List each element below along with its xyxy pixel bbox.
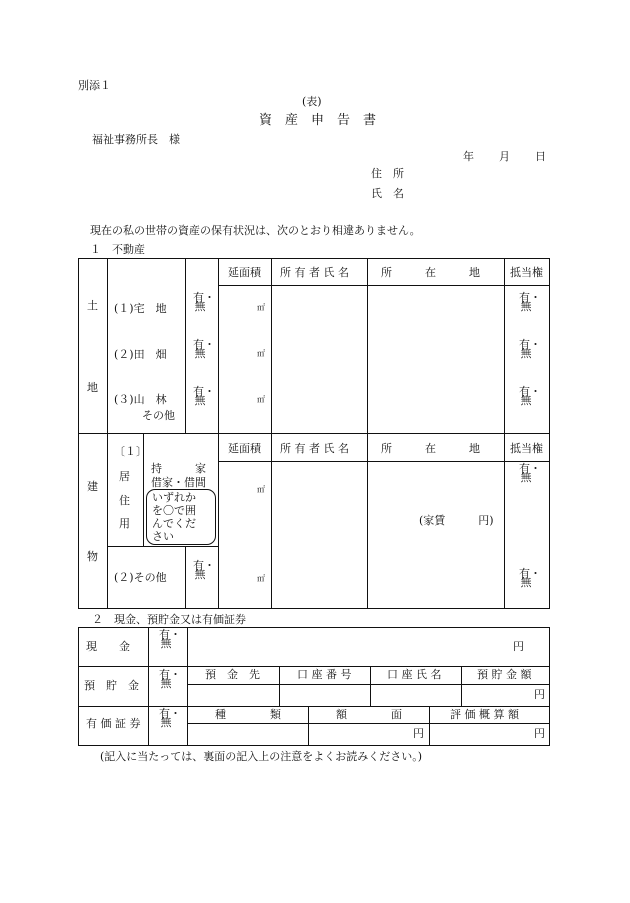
cash-label: 現 金	[86, 640, 130, 653]
land-residential-lien: 有・無	[519, 291, 541, 313]
securities-label: 有 価 証 券	[86, 717, 141, 730]
building-other-label: (２)その他	[114, 571, 167, 584]
residence-lien: 有・無	[519, 462, 541, 484]
attachment-label: 別添１	[78, 79, 111, 92]
address-label: 住 所	[371, 167, 404, 180]
residence-unit: ㎡	[257, 485, 265, 494]
building-col-area: 延面積	[228, 442, 261, 455]
page-title: 資 産 申 告 書	[259, 113, 377, 128]
land-row-other: その他	[142, 409, 175, 422]
securities-face-yen: 円	[413, 727, 424, 740]
building-col-lien: 抵当権	[510, 442, 543, 455]
land-row-residential: (１)宅 地	[114, 302, 167, 315]
land-forest-unit: ㎡	[257, 395, 265, 404]
savings-yesno: 有・無	[159, 668, 181, 690]
land-forest-yesno: 有・無	[193, 385, 215, 407]
building-col-location: 所 在 地	[381, 442, 480, 455]
building-col-owner: 所 有 者 氏 名	[280, 442, 349, 455]
land-col-owner: 所 有 者 氏 名	[280, 266, 349, 279]
building-category-2: 物	[87, 550, 98, 563]
residence-owned: 持 家	[151, 462, 206, 475]
land-field-yesno: 有・無	[193, 338, 215, 360]
residence-note-2: を〇で囲	[152, 504, 196, 517]
building-other-yesno: 有・無	[193, 559, 215, 581]
residence-note-3: んでくだ	[152, 517, 196, 530]
section2-heading: ２ 現金、預貯金又は有価証券	[92, 613, 246, 626]
cash-yesno: 有・無	[159, 628, 181, 650]
savings-label: 預 貯 金	[84, 679, 139, 692]
land-residential-unit: ㎡	[257, 303, 265, 312]
statement: 現在の私の世帯の資産の保有状況は、次のとおり相違ありません。	[90, 224, 421, 237]
savings-col-amount: 預 貯 金 額	[477, 668, 532, 681]
savings-yen: 円	[534, 688, 545, 701]
building-category-1: 建	[87, 480, 98, 493]
residence-note-4: さい	[152, 530, 174, 543]
section1-heading: １ 不動産	[90, 243, 145, 256]
name-label: 氏 名	[371, 187, 404, 200]
building-other-lien: 有・無	[519, 567, 541, 589]
residence-rent: (家賃 円)	[419, 514, 494, 527]
land-row-forest: (３)山 林	[114, 393, 167, 406]
residence-rented: 借家・借間	[151, 476, 206, 489]
sheet-side-label: (表)	[302, 95, 322, 108]
securities-col-face-value: 額 面	[336, 708, 402, 721]
land-category-1: 土	[87, 299, 98, 312]
cash-yen: 円	[513, 640, 524, 653]
residence-label-1: 居	[119, 470, 130, 483]
savings-col-bank: 預 金 先	[205, 668, 260, 681]
land-forest-lien: 有・無	[519, 385, 541, 407]
savings-col-account-name: 口 座 氏 名	[387, 668, 442, 681]
securities-col-type: 種 類	[215, 708, 281, 721]
savings-col-account-no: 口 座 番 号	[297, 668, 352, 681]
land-row-field: (２)田 畑	[114, 348, 167, 361]
securities-yesno: 有・無	[159, 707, 181, 729]
land-category-2: 地	[87, 381, 98, 394]
date-year: 年	[463, 150, 474, 163]
residence-label-2: 住	[119, 494, 130, 507]
residence-number: 〔１〕	[114, 445, 147, 458]
addressee: 福祉事務所長 様	[92, 133, 180, 146]
residence-label-3: 用	[119, 517, 130, 530]
land-col-area: 延面積	[228, 266, 261, 279]
date-month: 月	[499, 150, 510, 163]
footer-note: (記入に当たっては、裏面の記入上の注意をよくお読みください。)	[100, 750, 423, 763]
land-col-lien: 抵当権	[510, 266, 543, 279]
securities-estimate-yen: 円	[534, 727, 545, 740]
land-residential-yesno: 有・無	[193, 291, 215, 313]
land-field-lien: 有・無	[519, 338, 541, 360]
building-other-unit: ㎡	[257, 574, 265, 583]
land-col-location: 所 在 地	[381, 266, 480, 279]
land-field-unit: ㎡	[257, 349, 265, 358]
date-day: 日	[535, 150, 546, 163]
residence-note-1: いずれか	[152, 491, 196, 504]
securities-col-estimate: 評 価 概 算 額	[450, 708, 519, 721]
